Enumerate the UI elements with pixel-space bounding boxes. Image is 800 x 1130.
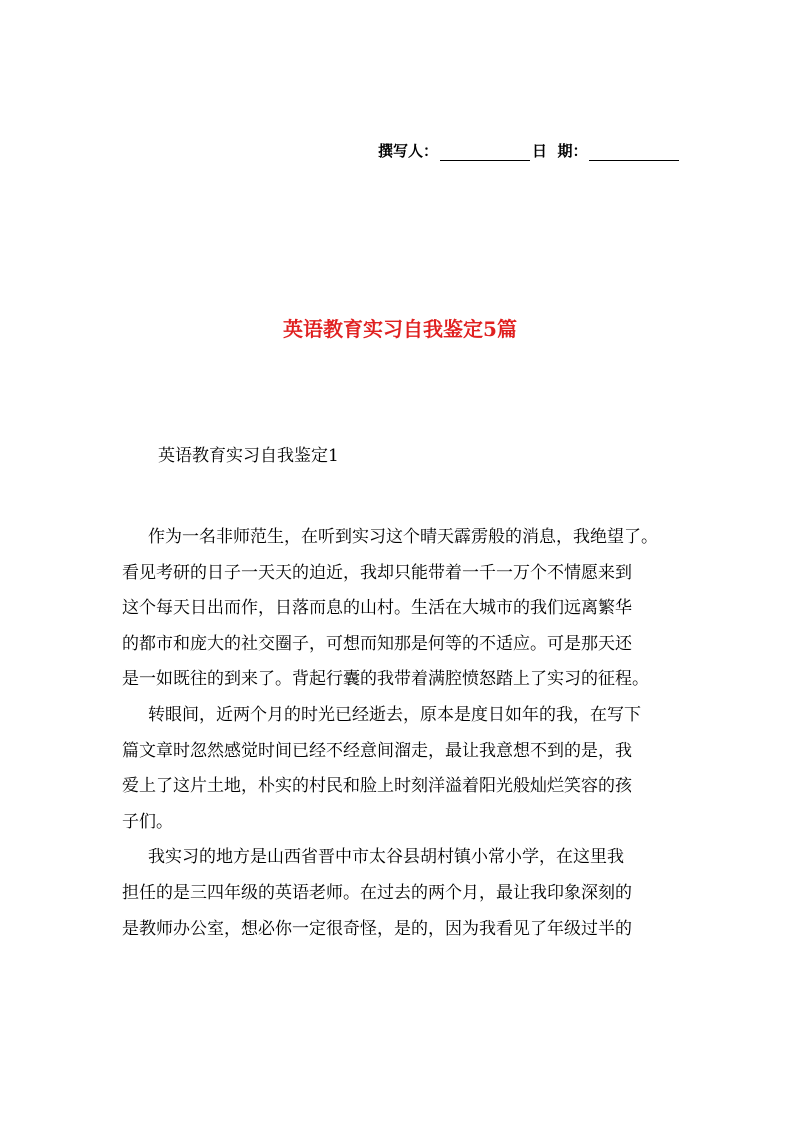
author-blank	[440, 146, 530, 161]
date-label: 日 期：	[532, 142, 588, 160]
text-line: 作为一名非师范生，在听到实习这个晴天霹雳般的消息，我绝望了。	[148, 527, 658, 547]
text-line: 担任的是三四年级的英语老师。在过去的两个月，最让我印象深刻的	[122, 882, 632, 903]
text-line: 爱上了这片土地，朴实的村民和脸上时刻洋溢着阳光般灿烂笑容的孩	[122, 776, 632, 797]
date-blank	[589, 146, 679, 161]
paragraph-3	[122, 840, 688, 947]
text-line: 我实习的地方是山西省晋中市太谷县胡村镇小常小学，在这里我	[148, 847, 624, 868]
text-line: 的都市和庞大的社交圈子，可想而知那是何等的不适应。可是那天还	[122, 633, 632, 654]
text-line: 是教师办公室，想必你一定很奇怪，是的，因为我看见了年级过半的	[122, 918, 632, 939]
text-line: 篇文章时忽然感觉时间已经不经意间溜走，最让我意想不到的是，我	[122, 740, 632, 761]
section-heading: 英语教育实习自我鉴定1	[158, 446, 339, 466]
body-text	[122, 520, 688, 947]
paragraph-2	[122, 698, 688, 840]
text-line: 这个每天日出而作，日落而息的山村。生活在大城市的我们远离繁华	[122, 598, 632, 619]
text-line: 是一如既往的到来了。背起行囊的我带着满腔愤怒踏上了实习的征程。	[122, 669, 649, 690]
text-line: 看见考研的日子一天天的迫近，我却只能带着一千一万个不情愿来到	[122, 562, 632, 583]
text-line: 转眼间，近两个月的时光已经逝去，原本是度日如年的我，在写下	[148, 704, 641, 725]
author-date-line	[378, 140, 681, 161]
paragraph-1	[122, 520, 688, 698]
text-line: 子们。	[122, 811, 173, 832]
document-title: 英语教育实习自我鉴定5篇	[283, 317, 517, 341]
author-label: 撰写人：	[378, 142, 439, 160]
